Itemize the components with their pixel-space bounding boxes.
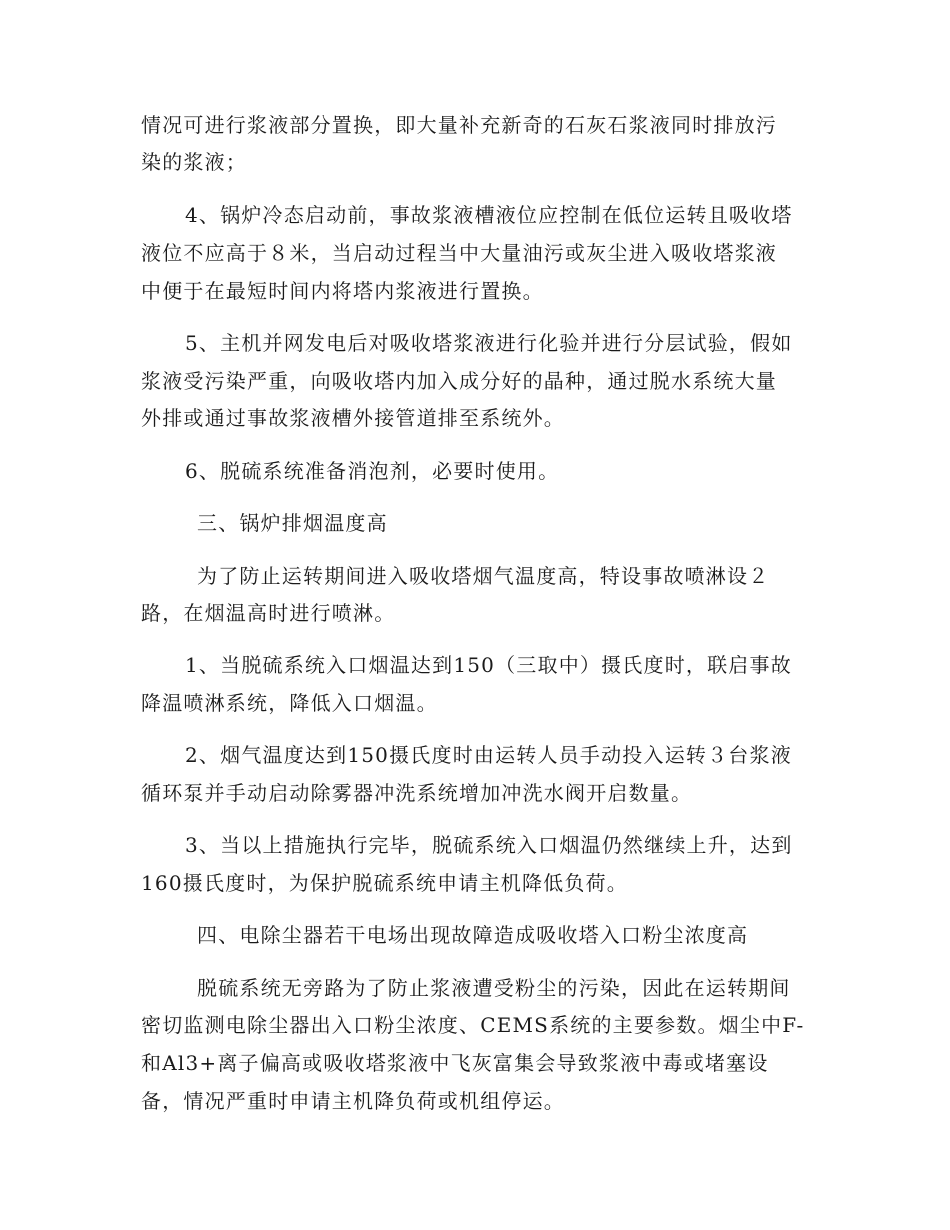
paragraph-line: 160摄氏度时，为保护脱硫系统申请主机降低负荷。 bbox=[141, 871, 628, 895]
paragraph-line: 为了防止运转期间进入吸收塔烟气温度高，特设事故喷淋设２ bbox=[197, 564, 770, 588]
paragraph-line: 1、当脱硫系统入口烟温达到150（三取中）摄氏度时，联启事故 bbox=[185, 653, 792, 677]
paragraph-line: 6、脱硫系统准备消泡剂，必要时使用。 bbox=[185, 459, 560, 483]
paragraph-line: 路，在烟温高时进行喷淋。 bbox=[141, 601, 396, 625]
paragraph-line: 4、锅炉冷态启动前，事故浆液槽液位应控制在低位运转且吸收塔 bbox=[185, 203, 793, 227]
paragraph-line: 2、烟气温度达到150摄氏度时由运转人员手动投入运转３台浆液 bbox=[185, 743, 792, 767]
paragraph-line: 备，情况严重时申请主机降负荷或机组停运。 bbox=[141, 1089, 565, 1113]
paragraph-line: 和Al3+离子偏高或吸收塔浆液中飞灰富集会导致浆液中毒或堵塞设 bbox=[141, 1051, 769, 1075]
paragraph-line: 密切监测电除尘器出入口粉尘浓度、CEMS系统的主要参数。烟尘中F- bbox=[141, 1013, 805, 1037]
paragraph-line: 情况可进行浆液部分置换，即大量补充新奇的石灰石浆液同时排放污 bbox=[141, 113, 777, 137]
paragraph-line: 浆液受污染严重，向吸收塔内加入成分好的晶种，通过脱水系统大量 bbox=[141, 369, 777, 393]
paragraph-line: 染的浆液； bbox=[141, 150, 247, 174]
paragraph-line: 脱硫系统无旁路为了防止浆液遭受粉尘的污染，因此在运转期间 bbox=[197, 976, 791, 1000]
section-heading: 四、电除尘器若干电场出现故障造成吸收塔入口粉尘浓度高 bbox=[197, 923, 749, 947]
paragraph-line: 5、主机并网发电后对吸收塔浆液进行化验并进行分层试验，假如 bbox=[185, 331, 793, 355]
paragraph-line: 降温喷淋系统，降低入口烟温。 bbox=[141, 691, 438, 715]
section-heading: 三、锅炉排烟温度高 bbox=[197, 511, 388, 535]
paragraph-line: 液位不应高于８米，当启动过程当中大量油污或灰尘进入吸收塔浆液 bbox=[141, 241, 777, 265]
paragraph-line: 3、当以上措施执行完毕，脱硫系统入口烟温仍然继续上升，达到 bbox=[185, 833, 793, 857]
paragraph-line: 循环泵并手动启动除雾器冲洗系统增加冲洗水阀开启数量。 bbox=[141, 781, 693, 805]
paragraph-line: 外排或通过事故浆液槽外接管道排至系统外。 bbox=[141, 406, 565, 430]
paragraph-line: 中便于在最短时间内将塔内浆液进行置换。 bbox=[141, 279, 544, 303]
